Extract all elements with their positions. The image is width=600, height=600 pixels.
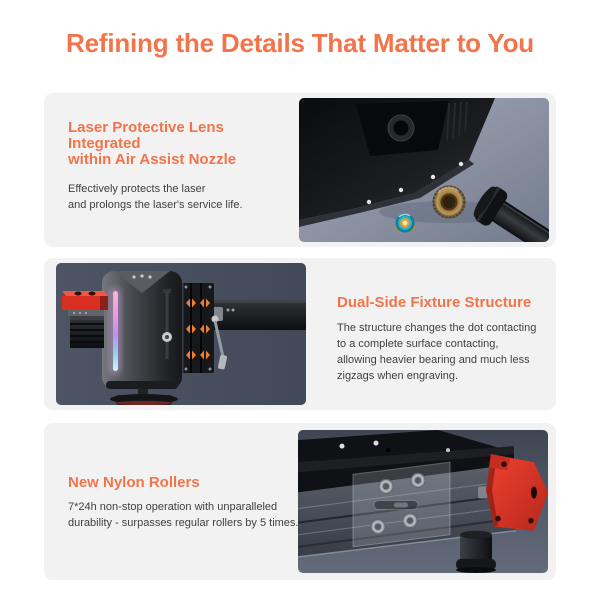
description-line: durability - surpasses regular rollers by 5 times. xyxy=(68,517,299,529)
heading-line: within Air Assist Nozzle xyxy=(68,151,237,168)
description-line: zigzags when engraving. xyxy=(337,370,459,382)
roller-foot xyxy=(456,531,496,573)
fixture-illustration xyxy=(56,263,306,405)
description-line: to a complete surface contacting, xyxy=(337,338,499,350)
heading-line: Laser Protective Lens xyxy=(68,119,224,136)
mounting-arm xyxy=(212,300,306,330)
feature-heading xyxy=(68,120,243,168)
feature-card-rollers xyxy=(44,423,556,580)
feature-heading xyxy=(68,475,298,491)
feature-image-lens xyxy=(299,98,549,242)
feature-text-fixture xyxy=(337,295,536,384)
roller-carriage xyxy=(353,462,450,547)
heading-line: New Nylon Rollers xyxy=(68,474,200,491)
description-line: Effectively protects the laser xyxy=(68,183,206,195)
feature-image-fixture xyxy=(56,263,306,405)
feature-card-fixture xyxy=(44,258,556,410)
description-line: and prolongs the laser's service life. xyxy=(68,199,243,211)
stepper-motor xyxy=(68,310,104,348)
rollers-illustration xyxy=(298,430,548,573)
feature-text-lens xyxy=(68,120,243,213)
description-line: 7*24h non-stop operation with unparalleled xyxy=(68,501,278,513)
page-title: Refining the Details That Matter to You xyxy=(66,28,534,58)
lens-illustration xyxy=(299,98,549,242)
heading-line: Integrated xyxy=(68,135,141,152)
feature-card-lens xyxy=(44,93,556,247)
heading-line: Dual-Side Fixture Structure xyxy=(337,294,532,311)
laser-head-red xyxy=(62,291,108,310)
feature-image-rollers xyxy=(298,430,548,573)
led-strip xyxy=(108,287,122,375)
description-line: The structure changes the dot contacting xyxy=(337,322,537,334)
brass-ring xyxy=(433,186,465,218)
feature-description xyxy=(68,181,243,213)
feature-heading xyxy=(337,295,536,311)
fixture-plate xyxy=(182,283,214,373)
feature-description xyxy=(68,499,298,531)
feature-description xyxy=(337,320,536,384)
feature-text-rollers xyxy=(68,475,298,531)
description-line: allowing heavier bearing and much less xyxy=(337,354,530,366)
